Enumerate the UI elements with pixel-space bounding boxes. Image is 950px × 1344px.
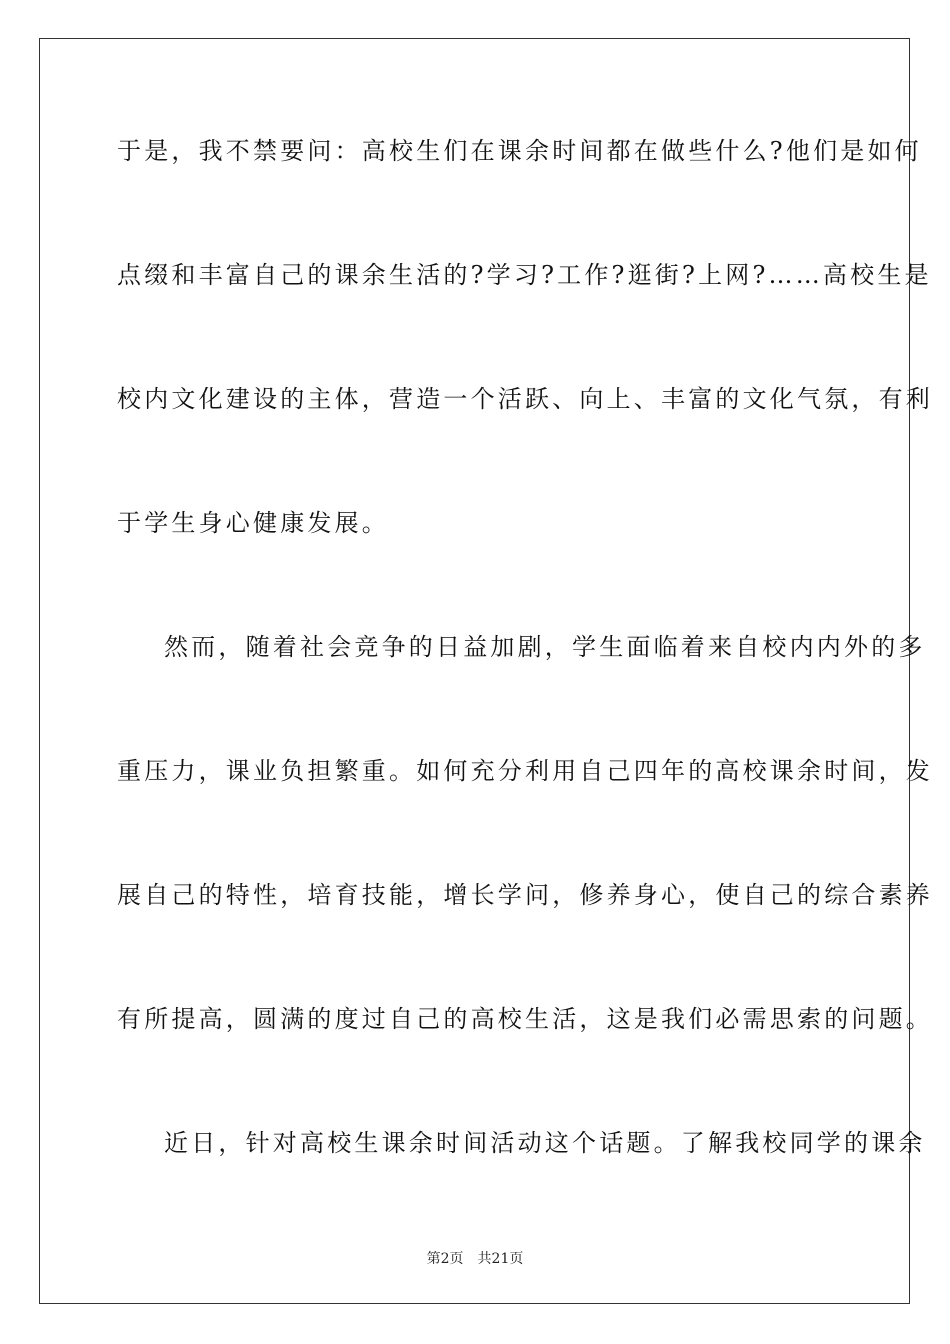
page-footer [0,1248,950,1268]
text-line: 展自己的特性，培育技能，增长学问，修养身心，使自己的综合素养 [117,881,933,909]
text-line: 于学生身心健康发展。 [117,509,389,537]
paragraph-start-line: 近日，针对高校生课余时间活动这个话题。了解我校同学的课余 [164,1129,926,1157]
page-border [39,38,933,1304]
text-line: 于是，我不禁要问：高校生们在课余时间都在做些什么?他们是如何 [117,137,922,165]
paragraph-start-line: 然而，随着社会竞争的日益加剧，学生面临着来自校内内外的多 [164,633,926,661]
text-line: 重压力，课业负担繁重。如何充分利用自己四年的高校课余时间，发 [117,757,933,785]
page-number: 第2页 [426,1251,464,1267]
text-line: 有所提高，圆满的度过自己的高校生活，这是我们必需思索的问题。 [117,1005,933,1033]
page-total: 共21页 [477,1251,524,1267]
text-line: 校内文化建设的主体，营造一个活跃、向上、丰富的文化气氛，有利 [117,385,933,413]
text-line: 点缀和丰富自己的课余生活的?学习?工作?逛街?上网?……高校生是 [117,261,932,289]
